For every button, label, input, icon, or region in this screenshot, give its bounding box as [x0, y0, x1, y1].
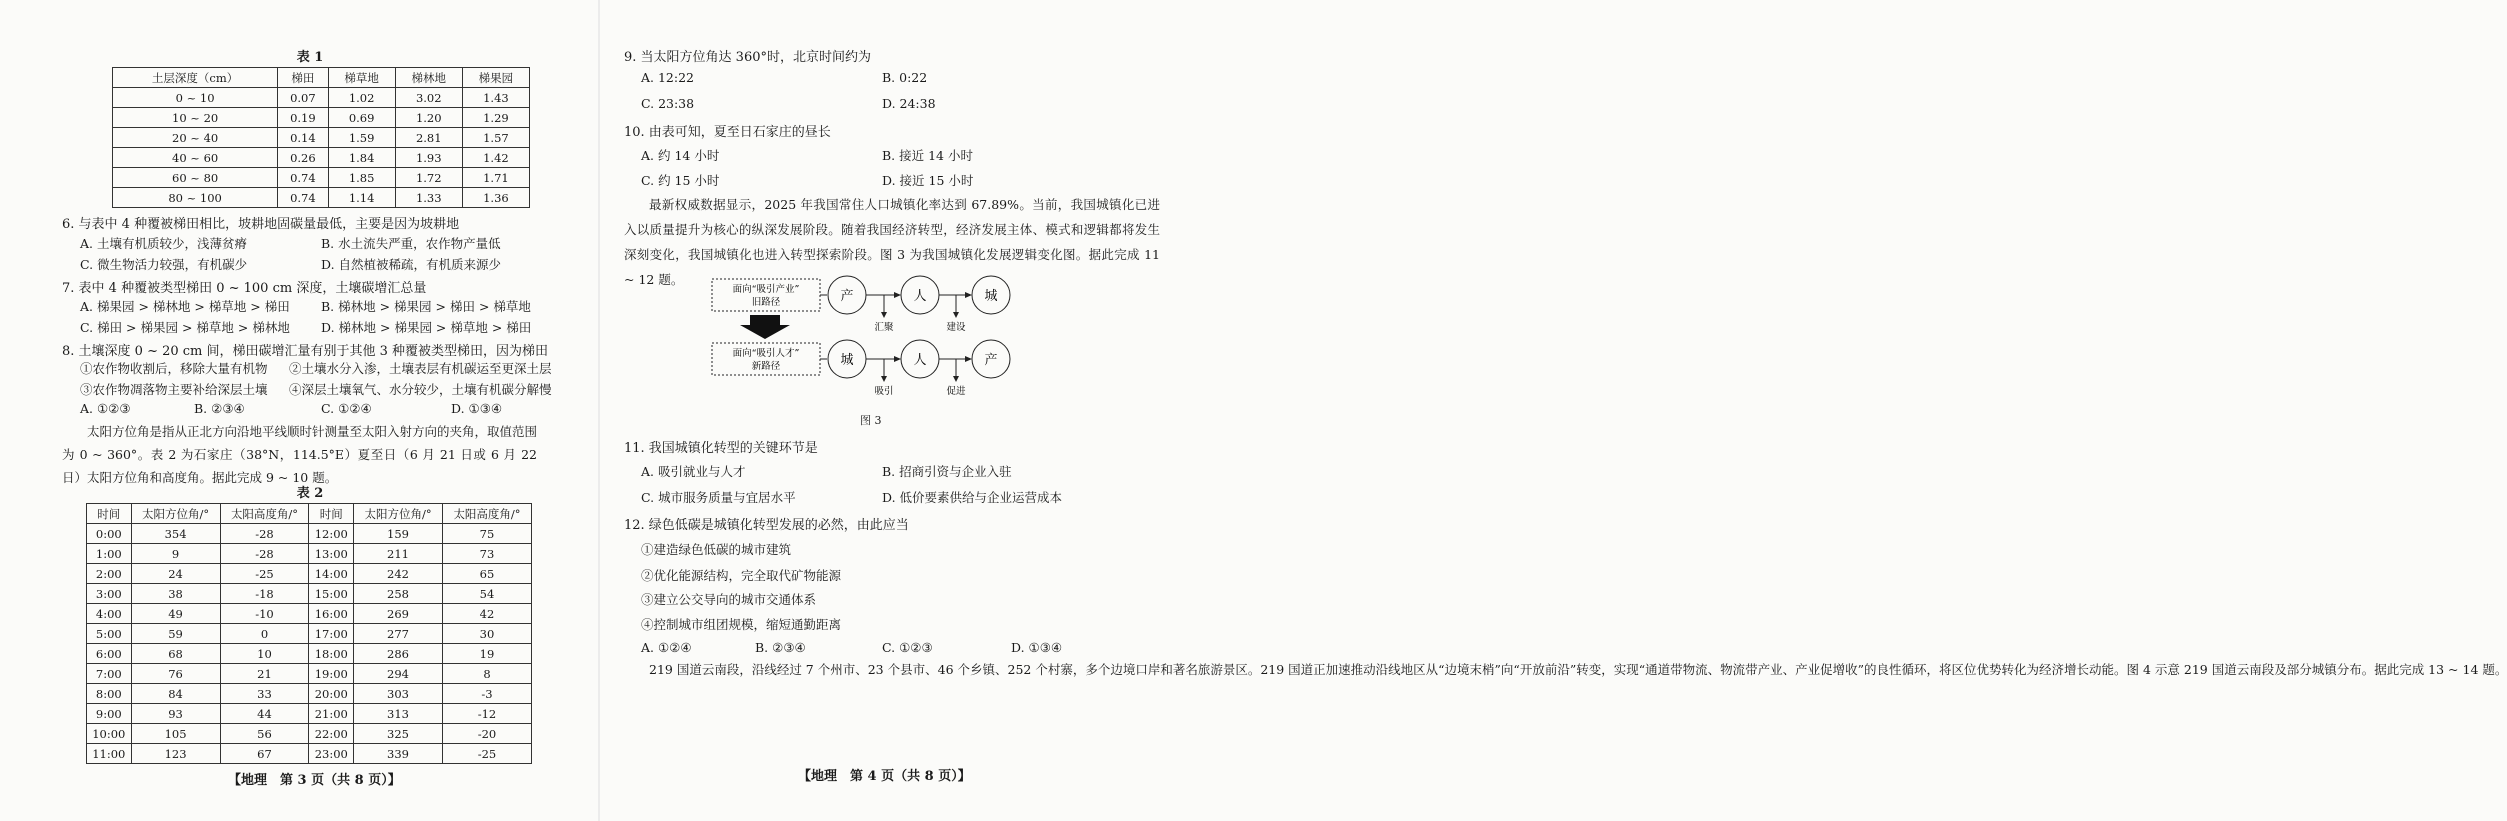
table2-cell: 84 [131, 684, 220, 704]
table1-title: 表 1 [296, 50, 324, 65]
table2-cell: 54 [443, 584, 532, 604]
page-footer-right: 【地理 第 4 页（共 8 页）】 [798, 769, 971, 784]
table2-cell: 14:00 [309, 564, 354, 584]
table2-cell: 339 [354, 744, 443, 764]
q6-option-c[interactable]: C. 微生物活力较强，有机碳少 [80, 257, 248, 272]
q10-stem: 10. 由表可知，夏至日石家庄的昼长 [624, 125, 831, 140]
table2-row [87, 564, 532, 584]
q12-statement-1: ①建造绿色低碳的城市建筑 [641, 542, 792, 557]
table1-cell: 1.02 [328, 88, 395, 108]
table2-cell: 19 [443, 644, 532, 664]
row2-node-2: 人 [913, 353, 927, 368]
table2-cell: 105 [131, 724, 220, 744]
table2-cell: 354 [131, 524, 220, 544]
q8-statement-1: ①农作物收割后，移除大量有机物 [80, 361, 268, 376]
q8-option-b[interactable]: B. ②③④ [194, 401, 245, 416]
table1-cell: 40 ~ 60 [113, 148, 278, 168]
old-path-label-line1: 面向“吸引产业” [732, 284, 800, 295]
table2 [86, 503, 532, 764]
row2-node-3: 产 [984, 353, 998, 368]
table2-cell: 8:00 [87, 684, 132, 704]
table2-cell: 13:00 [309, 544, 354, 564]
left-page [0, 0, 600, 821]
table2-cell: 269 [354, 604, 443, 624]
table1-row [113, 88, 530, 108]
table2-cell: 20:00 [309, 684, 354, 704]
table1-cell: 1.29 [462, 108, 529, 128]
table2-row [87, 664, 532, 684]
table1-row [113, 188, 530, 208]
table2-cell: 9 [131, 544, 220, 564]
q11-option-d[interactable]: D. 低价要素供给与企业运营成本 [882, 490, 1063, 505]
table2-cell: 68 [131, 644, 220, 664]
table1-cell: 3.02 [395, 88, 462, 108]
table2-cell: 10:00 [87, 724, 132, 744]
q6-option-b[interactable]: B. 水土流失严重，农作物产量低 [321, 236, 501, 251]
q7-option-b[interactable]: B. 梯林地 > 梯果园 > 梯田 > 梯草地 [321, 299, 531, 314]
table1-cell: 1.57 [462, 128, 529, 148]
table2-cell: -25 [220, 564, 309, 584]
table1-cell: 0.74 [278, 168, 328, 188]
new-path-label-line1: 面向“吸引人才” [732, 348, 800, 359]
table2-row [87, 684, 532, 704]
table1-cell: 0 ~ 10 [113, 88, 278, 108]
table1 [112, 67, 530, 208]
table2-row [87, 744, 532, 764]
q11-option-b[interactable]: B. 招商引资与企业入驻 [882, 464, 1012, 479]
q8-statement-3: ③农作物凋落物主要补给深层土壤 [80, 382, 268, 397]
table2-cell: -12 [443, 704, 532, 724]
table1-header-cell: 梯草地 [328, 68, 395, 88]
table1-row [113, 128, 530, 148]
row2-node-1: 城 [840, 353, 854, 368]
table2-cell: 24 [131, 564, 220, 584]
q8-option-c[interactable]: C. ①②④ [321, 401, 372, 416]
q8-statement-4: ④深层土壤氧气、水分较少，土壤有机碳分解慢 [289, 382, 552, 397]
table2-row [87, 524, 532, 544]
table2-cell: 65 [443, 564, 532, 584]
table1-cell: 0.69 [328, 108, 395, 128]
table2-cell: 303 [354, 684, 443, 704]
q9-option-d[interactable]: D. 24:38 [882, 96, 936, 111]
table2-header-row [87, 504, 532, 524]
table1-cell: 2.81 [395, 128, 462, 148]
table2-cell: -28 [220, 524, 309, 544]
table1-cell: 1.72 [395, 168, 462, 188]
table2-cell: 313 [354, 704, 443, 724]
q11-option-a[interactable]: A. 吸引就业与人才 [641, 464, 746, 479]
table1-cell: 1.59 [328, 128, 395, 148]
table2-cell: 30 [443, 624, 532, 644]
table2-cell: 49 [131, 604, 220, 624]
table1-cell: 20 ~ 40 [113, 128, 278, 148]
table2-cell: -10 [220, 604, 309, 624]
table1-cell: 0.26 [278, 148, 328, 168]
table2-cell: 33 [220, 684, 309, 704]
q10-option-c[interactable]: C. 约 15 小时 [641, 173, 720, 188]
table1-cell: 0.14 [278, 128, 328, 148]
table2-cell: 123 [131, 744, 220, 764]
table2-cell: 21 [220, 664, 309, 684]
q12-stem: 12. 绿色低碳是城镇化转型发展的必然，由此应当 [624, 518, 909, 533]
q8-option-a[interactable]: A. ①②③ [80, 401, 131, 416]
table2-cell: -20 [443, 724, 532, 744]
table2-cell: 211 [354, 544, 443, 564]
table2-cell: 56 [220, 724, 309, 744]
table2-cell: 10 [220, 644, 309, 664]
table1-cell: 1.93 [395, 148, 462, 168]
q7-option-a[interactable]: A. 梯果园 > 梯林地 > 梯草地 > 梯田 [80, 299, 290, 314]
table2-header-cell: 太阳方位角/° [131, 504, 220, 524]
table2-row [87, 544, 532, 564]
row2-label-2: 促进 [946, 386, 966, 397]
table1-header-cell: 梯林地 [395, 68, 462, 88]
q11-option-c[interactable]: C. 城市服务质量与宜居水平 [641, 490, 796, 505]
table1-row [113, 108, 530, 128]
q7-option-d[interactable]: D. 梯林地 > 梯果园 > 梯草地 > 梯田 [321, 320, 532, 335]
table1-cell: 1.71 [462, 168, 529, 188]
table1-header-row [113, 68, 530, 88]
table1-cell: 1.36 [462, 188, 529, 208]
row1-node-3: 城 [984, 289, 998, 304]
table2-row [87, 724, 532, 744]
q12-option-a[interactable]: A. ①②④ [641, 640, 692, 655]
table2-cell: 0 [220, 624, 309, 644]
table1-cell: 1.84 [328, 148, 395, 168]
table2-cell: 44 [220, 704, 309, 724]
q10-option-d[interactable]: D. 接近 15 小时 [882, 173, 974, 188]
table1-cell: 1.85 [328, 168, 395, 188]
table2-title: 表 2 [296, 486, 324, 501]
table2-cell: 23:00 [309, 744, 354, 764]
q6-option-d[interactable]: D. 自然植被稀疏，有机质来源少 [321, 257, 502, 272]
table2-cell: 2:00 [87, 564, 132, 584]
table2-cell: 75 [443, 524, 532, 544]
right-page-lower [600, 0, 2507, 821]
table2-cell: -28 [220, 544, 309, 564]
q12-statement-4: ④控制城市组团规模，缩短通勤距离 [641, 617, 842, 632]
table2-cell: 16:00 [309, 604, 354, 624]
table2-cell: 5:00 [87, 624, 132, 644]
page-footer-left: 【地理 第 3 页（共 8 页）】 [228, 773, 401, 788]
table2-cell: 7:00 [87, 664, 132, 684]
intro-q9-10: 太阳方位角是指从正北方向沿地平线顺时针测量至太阳入射方向的夹角，取值范围为 0 ~ 360°。表 2 为石家庄（38°N，114.5°E）夏至日（6 月 21 日或 6 月 22 日）太阳方位角和高度角。据此完成 9 ~ 10 题。 [62, 424, 538, 485]
table2-cell: 76 [131, 664, 220, 684]
table2-cell: 15:00 [309, 584, 354, 604]
row1-node-1: 产 [840, 289, 854, 304]
row2-label-1: 吸引 [874, 386, 894, 397]
new-path-label-line2: 新路径 [751, 361, 781, 372]
table2-cell: 9:00 [87, 704, 132, 724]
table2-cell: 3:00 [87, 584, 132, 604]
table2-cell: 242 [354, 564, 443, 584]
q12-statement-2: ②优化能源结构，完全取代矿物能源 [641, 568, 842, 583]
old-path-label-line2: 旧路径 [751, 297, 781, 308]
table2-cell: 0:00 [87, 524, 132, 544]
q8-option-d[interactable]: D. ①③④ [451, 401, 503, 416]
table1-cell: 1.42 [462, 148, 529, 168]
table1-cell: 1.14 [328, 188, 395, 208]
table2-cell: 18:00 [309, 644, 354, 664]
table2-header-cell: 太阳高度角/° [443, 504, 532, 524]
table2-cell: 17:00 [309, 624, 354, 644]
intro-q13-14: 219 国道云南段，沿线经过 7 个州市、23 个县市、46 个乡镇、252 个村寨，多个边境口岸和著名旅游景区。219 国道正加速推动沿线地区从“边境末梢”向“开放前沿”转变，实现“通道带物流、物流带产业、产业促增收”的良性循环，将区位优势转化为经济增长动能。图 4 示意 219 国道云南段及部分城镇分布。据此完成 13 ~ 14 题。 [649, 662, 2507, 677]
q6-option-a[interactable]: A. 土壤有机质较少，浅薄贫瘠 [80, 236, 247, 251]
table2-cell: 277 [354, 624, 443, 644]
table2-cell: 67 [220, 744, 309, 764]
table2-header-cell: 时间 [87, 504, 132, 524]
table2-cell: -25 [443, 744, 532, 764]
table2-header-cell: 太阳方位角/° [354, 504, 443, 524]
table2-cell: 21:00 [309, 704, 354, 724]
table2-cell: 258 [354, 584, 443, 604]
table2-row [87, 704, 532, 724]
table1-cell: 10 ~ 20 [113, 108, 278, 128]
table2-row [87, 644, 532, 664]
table2-header-cell: 时间 [309, 504, 354, 524]
intro-q11-12: 最新权威数据显示，2025 年我国常住人口城镇化率达到 67.89%。当前，我国城镇化已进入以质量提升为核心的纵深发展阶段。随着我国经济转型，经济发展主体、模式和逻辑都将发生深刻变化，我国城镇化也进入转型探索阶段。图 3 为我国城镇化发展逻辑变化图。据此完成 11 ~ 12 题。 [624, 197, 1160, 287]
q6-stem: 6. 与表中 4 种覆被梯田相比，坡耕地固碳量最低，主要是因为坡耕地 [62, 217, 460, 232]
table2-cell: 6:00 [87, 644, 132, 664]
q7-option-c[interactable]: C. 梯田 > 梯果园 > 梯草地 > 梯林地 [80, 320, 290, 335]
table1-cell: 1.20 [395, 108, 462, 128]
table2-cell: 4:00 [87, 604, 132, 624]
table1-cell: 0.74 [278, 188, 328, 208]
q12-option-d[interactable]: D. ①③④ [1011, 640, 1063, 655]
table1-cell: 0.07 [278, 88, 328, 108]
q12-option-c[interactable]: C. ①②③ [882, 640, 933, 655]
q12-option-b[interactable]: B. ②③④ [755, 640, 806, 655]
table1-cell: 60 ~ 80 [113, 168, 278, 188]
table2-header-cell: 太阳高度角/° [220, 504, 309, 524]
table2-cell: 73 [443, 544, 532, 564]
table2-cell: 1:00 [87, 544, 132, 564]
q11-stem: 11. 我国城镇化转型的关键环节是 [624, 441, 818, 456]
table2-cell: 93 [131, 704, 220, 724]
row1-node-2: 人 [913, 289, 927, 304]
table1-header-cell: 梯田 [278, 68, 328, 88]
table2-cell: 22:00 [309, 724, 354, 744]
table2-cell: 38 [131, 584, 220, 604]
table2-row [87, 624, 532, 644]
table1-row [113, 168, 530, 188]
table2-cell: 8 [443, 664, 532, 684]
table2-cell: 59 [131, 624, 220, 644]
q12-statement-3: ③建立公交导向的城市交通体系 [641, 592, 817, 607]
table2-cell: -3 [443, 684, 532, 704]
table2-cell: -18 [220, 584, 309, 604]
q8-statement-2: ②土壤水分入渗，土壤表层有机碳运至更深土层 [289, 361, 552, 376]
q9-option-b[interactable]: B. 0:22 [882, 70, 928, 85]
q7-stem: 7. 表中 4 种覆被类型梯田 0 ~ 100 cm 深度，土壤碳增汇总量 [62, 281, 427, 296]
table2-row [87, 584, 532, 604]
figure3-caption: 图 3 [860, 414, 882, 427]
q9-stem: 9. 当太阳方位角达 360°时，北京时间约为 [624, 50, 871, 65]
table1-cell: 0.19 [278, 108, 328, 128]
q10-option-a[interactable]: A. 约 14 小时 [641, 148, 720, 163]
table2-cell: 19:00 [309, 664, 354, 684]
table2-cell: 325 [354, 724, 443, 744]
table1-header-cell: 土层深度（cm） [113, 68, 278, 88]
table2-cell: 159 [354, 524, 443, 544]
q8-stem: 8. 土壤深度 0 ~ 20 cm 间，梯田碳增汇量有别于其他 3 种覆被类型梯田，因为梯田 [62, 344, 549, 359]
table1-row [113, 148, 530, 168]
table2-cell: 11:00 [87, 744, 132, 764]
q9-option-a[interactable]: A. 12:22 [641, 70, 694, 85]
table1-cell: 1.33 [395, 188, 462, 208]
table1-header-cell: 梯果园 [462, 68, 529, 88]
table2-row [87, 604, 532, 624]
row1-label-2: 建设 [946, 322, 966, 333]
q10-option-b[interactable]: B. 接近 14 小时 [882, 148, 973, 163]
table2-cell: 12:00 [309, 524, 354, 544]
table1-cell: 80 ~ 100 [113, 188, 278, 208]
table2-cell: 42 [443, 604, 532, 624]
q9-option-c[interactable]: C. 23:38 [641, 96, 695, 111]
row1-label-1: 汇聚 [874, 322, 894, 333]
table1-cell: 1.43 [462, 88, 529, 108]
table2-cell: 286 [354, 644, 443, 664]
table2-cell: 294 [354, 664, 443, 684]
